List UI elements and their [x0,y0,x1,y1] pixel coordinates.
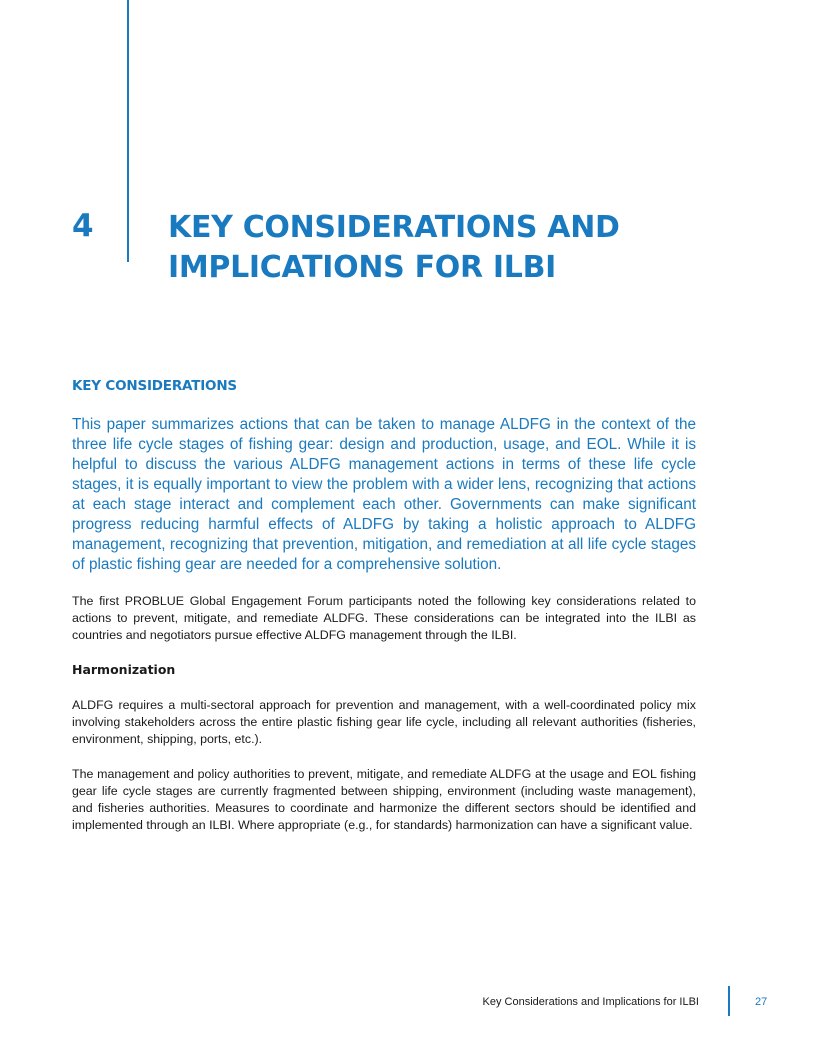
chapter-divider-line [127,0,129,262]
intro-paragraph: This paper summarizes actions that can be taken to manage ALDFG in the context of the three life cycle stages of fishing gear: design and production, usage, and EOL. While it is helpful to discuss the various ALDFG management actions in terms of these life cycle stages, it is equally important to view the problem with a wider lens, recognizing that actions at each stage interact and complement each other. Governments can make significant progress reducing harmful effects of ALDFG by taking a holistic approach to ALDFG management, recognizing that prevention, mitigation, and remediation at all life cycle stages of plastic fishing gear are needed for a comprehensive solution. [72,416,696,573]
subheading-harmonization: Harmonization [72,662,176,677]
chapter-number: 4 [72,208,94,244]
chapter-title [168,208,728,288]
footer-divider-line [728,986,730,1016]
body-paragraph-authorities: The management and policy authorities to prevent, mitigate, and remediate ALDFG at the usage and EOL fishing gear life cycle stages are currently fragmented between shipping, environment (including waste management), and fisheries authorities. Measures to coordinate and harmonize the different sectors should be identified and implemented through an ILBI. Where appropriate (e.g., for standards) harmonization can have a significant value. [72,767,696,832]
chapter-title-line-1: KEY CONSIDERATIONS AND [168,210,620,245]
section-heading: KEY CONSIDERATIONS [72,378,237,394]
main-content [72,377,696,852]
page-number: 27 [755,996,768,1008]
chapter-title-line-2: IMPLICATIONS FOR ILBI [168,250,557,285]
footer-running-title: Key Considerations and Implications for ILBI [482,996,699,1008]
body-paragraph-forum: The first PROBLUE Global Engagement Forum participants noted the following key considerations related to actions to prevent, mitigate, and remediate ALDFG. These considerations can be integrated into the ILBI as countries and negotiators pursue effective ALDFG management through the ILBI. [72,594,696,642]
body-paragraph-multisectoral: ALDFG requires a multi-sectoral approach for prevention and management, with a well-coordinated policy mix involving stakeholders across the entire plastic fishing gear life cycle, including all relevant authorities (fisheries, environment, shipping, ports, etc.). [72,698,696,746]
